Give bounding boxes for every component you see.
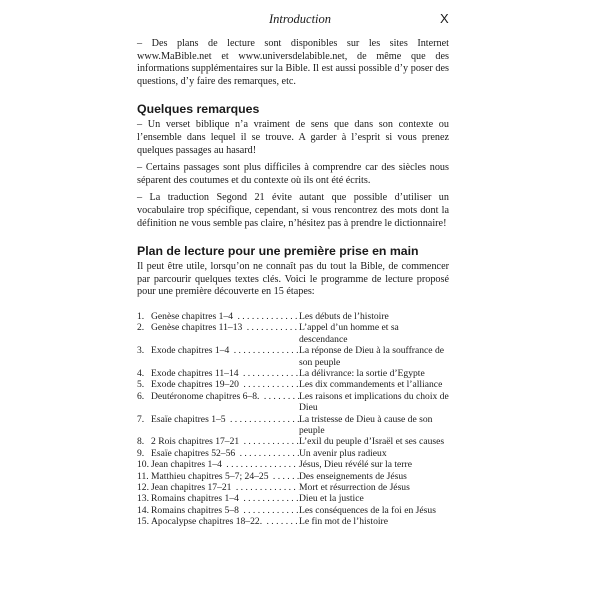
list-item [137,516,449,527]
item-reference: Genèse chapitres 1–4 . . . [151,311,299,322]
list-item [137,482,449,493]
list-item [137,505,449,516]
item-reference: Deutéronome chapitres 6–8. . . . [151,391,299,414]
list-item [137,368,449,379]
item-number: 1. [137,310,145,322]
plan-heading: Plan de lecture pour une première prise en main [137,244,419,259]
intro-paragraph: – Des plans de lecture sont disponibles sur les sites Internet www.MaBible.net et www.universdelabible.net, de même que des informations supplémentaires sur la Bible. Il est aussi possible d’y poser des questions, d’y faire des remarques, etc. [137,38,449,87]
item-number: 11. [137,470,149,482]
item-number: 3. [137,345,145,357]
item-title: L’exil du peuple d’Israël et ses causes [299,436,445,448]
item-reference: Esaïe chapitres 52–56 . . . [151,448,299,459]
item-title: Les dix commandements et l’alliance [299,379,443,391]
item-title: Les débuts de l’histoire [299,310,389,322]
page-number: X [440,11,449,26]
item-number: 15. [137,516,149,528]
remark-paragraph: – Un verset biblique n’a vraiment de sens que dans son contexte ou l’ensemble dans lequel il se trouve. A garder à l’esprit si vous prenez quelques passages au hasard! [137,119,449,156]
item-title: La délivrance: la sortie d’Egypte [299,367,425,379]
page-content [137,38,449,528]
item-title: Mort et résurrection de Jésus [299,482,410,493]
item-reference: Romains chapitres 5–8 . . . [151,505,299,516]
list-item [137,379,449,390]
item-number: 7. [137,413,145,425]
item-reference: Jean chapitres 17–21 . . . [151,482,299,493]
item-title: Le fin mot de l’histoire [299,516,388,528]
item-title: La réponse de Dieu à la souffrance de son peuple [299,345,444,368]
item-title: Des enseignements de Jésus [299,470,407,482]
item-reference: Genèse chapitres 11–13 . . . [151,322,299,345]
plan-intro: Il peut être utile, lorsqu’on ne connaît pas du tout la Bible, de commencer par parcourir quelques textes clés. Voici le programme de lecture proposé pour une première découverte en 15 étapes: [137,261,449,298]
item-reference: 2 Rois chapitres 17–21 . . . [151,436,299,447]
list-item [137,345,449,368]
item-reference: Exode chapitres 1–4 . . . [151,345,299,368]
item-number: 8. [137,436,145,448]
item-reference: Jean chapitres 1–4 . . . [151,459,299,470]
list-item [137,459,449,470]
reading-plan-list [137,311,449,528]
item-title: Dieu et la justice [299,493,364,505]
item-title: Jésus, Dieu révélé sur la terre [299,459,412,471]
item-reference: Matthieu chapitres 5–7; 24–25 . . . [151,471,299,482]
item-number: 13. [137,493,149,505]
item-number: 9. [137,447,145,459]
list-item [137,448,449,459]
item-number: 10. [137,459,149,471]
remark-paragraph: – La traduction Segond 21 évite autant que possible d’utiliser un vocabulaire trop spécifique, cependant, si vous rencontrez des mots dont la définition ne vous semble pas claire, n’hésitez pas à prendre le dictionnaire! [137,192,449,229]
item-number: 14. [137,504,149,516]
item-reference: Exode chapitres 11–14 . . . [151,368,299,379]
item-title: L’appel d’un homme et sa descendance [299,322,399,345]
item-number: 12. [137,482,149,493]
list-item [137,414,449,437]
list-item [137,311,449,322]
item-title: La tristesse de Dieu à cause de son peuple [299,413,433,436]
item-title: Les raisons et implications du choix de Dieu [299,390,449,414]
item-reference: Exode chapitres 19–20 . . . [151,379,299,390]
item-number: 4. [137,367,145,379]
item-number: 6. [137,390,145,402]
list-item [137,436,449,447]
item-number: 5. [137,379,145,391]
item-reference: Romains chapitres 1–4 . . . [151,493,299,504]
remark-paragraph: – Certains passages sont plus difficiles à comprendre car des siècles nous séparent des coutumes et du contexte où ils ont été écrits. [137,162,449,186]
item-number: 2. [137,322,145,334]
item-title: Les conséquences de la foi en Jésus [299,504,436,516]
item-title: Un avenir plus radieux [299,447,387,459]
list-item [137,471,449,482]
list-item [137,493,449,504]
item-reference: Apocalypse chapitres 18–22. . . . [151,516,299,527]
list-item [137,391,449,414]
list-item [137,322,449,345]
running-title: Introduction [268,12,332,26]
remarks-heading: Quelques remarques [137,102,260,117]
item-reference: Esaïe chapitres 1–5 . . . [151,414,299,437]
